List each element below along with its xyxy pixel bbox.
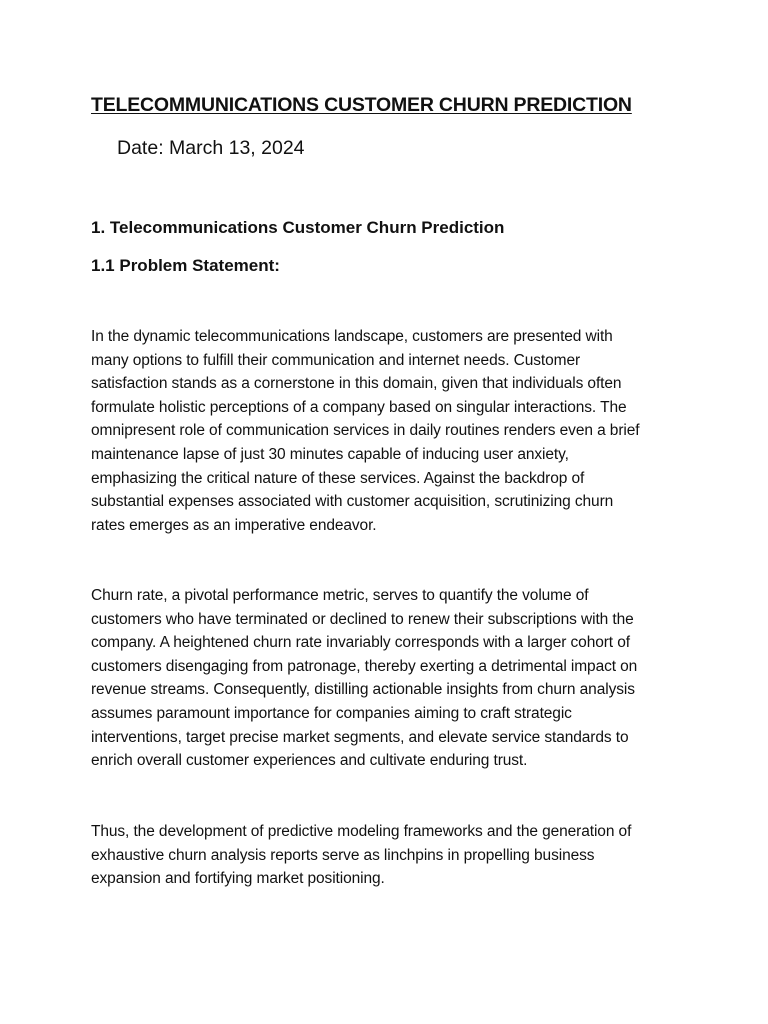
paragraph-line: many options to fulfill their communication and internet needs. Customer <box>91 351 581 369</box>
paragraph-line: omnipresent role of communication services in daily routines renders even a brief <box>91 422 640 440</box>
paragraph-conclusion <box>91 820 691 891</box>
paragraph-line: revenue streams. Consequently, distilling actionable insights from churn analysis <box>91 681 635 699</box>
document-title: TELECOMMUNICATIONS CUSTOMER CHURN PREDICTION <box>91 94 632 116</box>
subsection-heading: 1.1 Problem Statement: <box>91 256 280 275</box>
paragraph-line: rates emerges as an imperative endeavor. <box>91 516 377 534</box>
paragraph-line: satisfaction stands as a cornerstone in this domain, given that individuals often <box>91 375 622 393</box>
section-heading: 1. Telecommunications Customer Churn Prediction <box>91 218 505 237</box>
paragraph-line: customers who have terminated or declined to renew their subscriptions with the <box>91 610 634 628</box>
paragraph-line: Churn rate, a pivotal performance metric, serves to quantify the volume of <box>91 587 589 604</box>
paragraph-line: maintenance lapse of just 30 minutes capable of inducing user anxiety, <box>91 445 569 463</box>
paragraph-line: substantial expenses associated with customer acquisition, scrutinizing churn <box>91 493 614 511</box>
document-date: Date: March 13, 2024 <box>117 137 305 159</box>
paragraph-line: enrich overall customer experiences and cultivate enduring trust. <box>91 752 528 770</box>
paragraph-churn-rate <box>91 584 691 773</box>
paragraph-line: exhaustive churn analysis reports serve as linchpins in propelling business <box>91 846 595 864</box>
paragraph-line: emphasizing the critical nature of these services. Against the backdrop of <box>91 469 585 487</box>
paragraph-line: assumes paramount importance for companies aiming to craft strategic <box>91 704 572 722</box>
paragraph-line: company. A heightened churn rate invariably corresponds with a larger cohort of <box>91 634 630 652</box>
paragraph-line: customers disengaging from patronage, thereby exerting a detrimental impact on <box>91 657 638 675</box>
paragraph-line: interventions, target precise market segments, and elevate service standards to <box>91 728 629 746</box>
paragraph-line: formulate holistic perceptions of a company based on singular interactions. The <box>91 398 627 416</box>
paragraph-intro <box>91 325 691 537</box>
paragraph-line: Thus, the development of predictive modeling frameworks and the generation of <box>91 823 632 840</box>
paragraph-line: In the dynamic telecommunications landscape, customers are presented with <box>91 328 613 345</box>
paragraph-line: expansion and fortifying market positioning. <box>91 870 385 888</box>
